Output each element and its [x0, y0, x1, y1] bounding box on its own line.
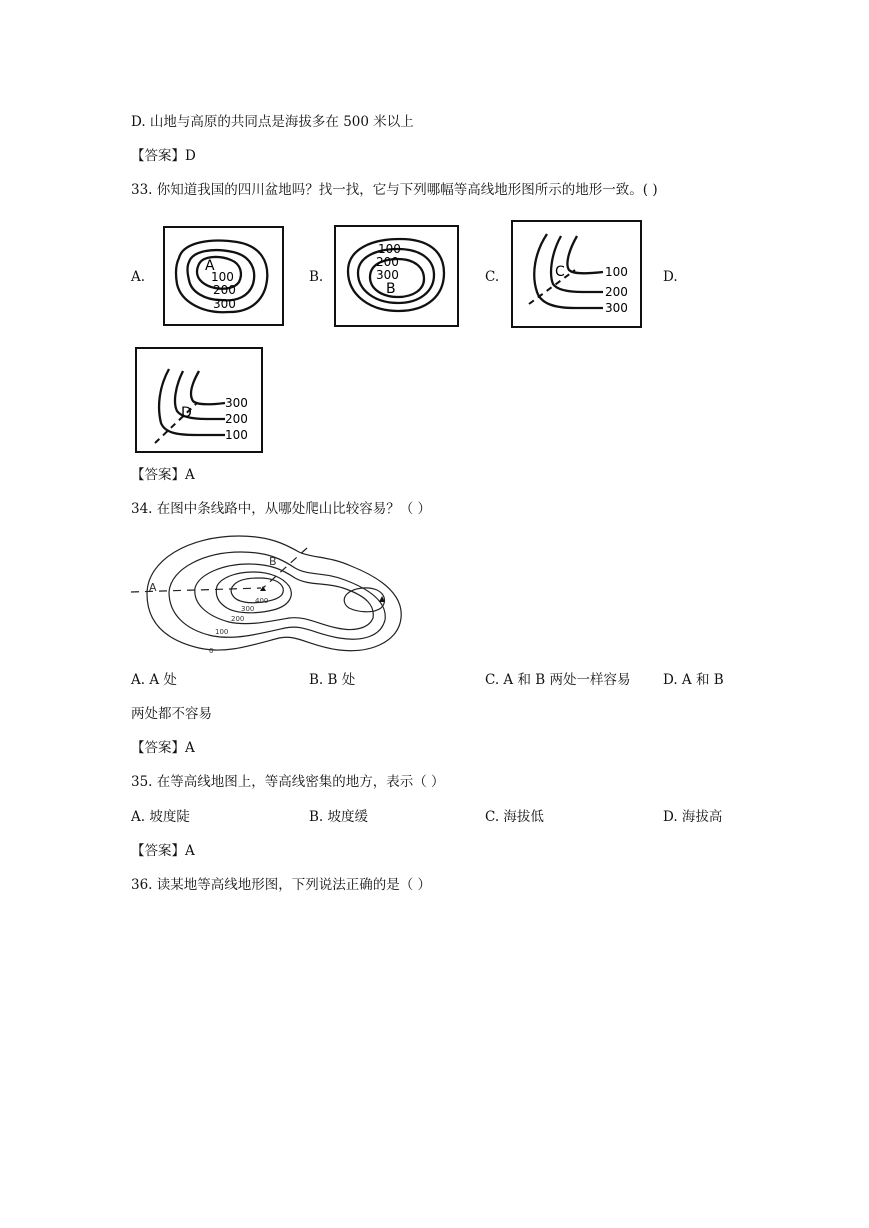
- q32-answer: 【答案】D: [131, 148, 196, 164]
- q33-figure-b: [334, 225, 459, 327]
- q35-option-b: B. 坡度缓: [309, 809, 369, 825]
- q33-option-a-label: A.: [131, 269, 146, 285]
- q34-stem: 34. 在图中条线路中，从哪处爬山比较容易？（ ）: [131, 501, 432, 517]
- q33-figure-c: [511, 220, 642, 328]
- q33-figure-d-label-300: 300: [225, 396, 248, 410]
- q34-option-c: C. A 和 B 两处一样容易: [485, 672, 631, 688]
- q33-figure-c-label-100: 100: [605, 265, 628, 279]
- q34-option-a: A. A 处: [131, 672, 177, 688]
- q34-answer: 【答案】A: [131, 740, 195, 756]
- q33-figure-a-label-300: 300: [213, 297, 236, 311]
- q33-figure-b-label-100: 100: [378, 242, 401, 256]
- q35-option-c: C. 海拔低: [485, 809, 544, 825]
- q35-stem: 35. 在等高线地图上，等高线密集的地方，表示（ ）: [131, 774, 445, 790]
- q34-map-label-0: 0: [209, 647, 214, 655]
- q34-map-label-200: 200: [231, 615, 245, 623]
- q34-map-point-a: A: [149, 581, 157, 594]
- q34-map-point-b: B: [269, 555, 277, 568]
- q33-figure-d-label-100: 100: [225, 428, 248, 442]
- q33-figure-d-point-label: D: [181, 405, 192, 421]
- q34-option-d-continued: 两处都不容易: [131, 706, 212, 722]
- q33-figure-a-point-label: A: [205, 258, 215, 274]
- q33-figure-a-label-100: 100: [211, 270, 234, 284]
- q32-option-d: D. 山地与高原的共同点是海拔多在 500 米以上: [131, 114, 414, 130]
- q34-map-label-100: 100: [215, 628, 229, 636]
- q34-contour-map: [129, 530, 411, 658]
- q34-map-label-300: 300: [241, 605, 255, 613]
- q33-figure-b-label-200: 200: [376, 255, 399, 269]
- q35-option-d: D. 海拔高: [663, 809, 723, 825]
- q35-answer: 【答案】A: [131, 843, 195, 859]
- q33-figure-c-label-300: 300: [605, 301, 628, 315]
- q33-figure-a-label-200: 200: [213, 283, 236, 297]
- q33-answer: 【答案】A: [131, 467, 195, 483]
- q33-figure-c-point-label: C: [555, 264, 565, 280]
- q33-option-b-label: B.: [309, 269, 324, 285]
- q34-option-d: D. A 和 B: [663, 672, 724, 688]
- q34-option-b: B. B 处: [309, 672, 356, 688]
- q33-figure-b-label-300: 300: [376, 268, 399, 282]
- q33-figure-a: [163, 226, 284, 326]
- q33-figure-b-point-label: B: [386, 281, 396, 297]
- q33-figure-d-label-200: 200: [225, 412, 248, 426]
- q33-option-d-label: D.: [663, 269, 678, 285]
- q33-option-c-label: C.: [485, 269, 500, 285]
- q33-figure-c-label-200: 200: [605, 285, 628, 299]
- q34-map-label-400: 400: [255, 597, 269, 605]
- q35-option-a: A. 坡度陡: [131, 809, 190, 825]
- q36-stem: 36. 读某地等高线地形图，下列说法正确的是（ ）: [131, 877, 432, 893]
- q33-stem: 33. 你知道我国的四川盆地吗？找一找，它与下列哪幅等高线地形图所示的地形一致。( ): [131, 182, 658, 198]
- q33-figure-d: [135, 347, 263, 453]
